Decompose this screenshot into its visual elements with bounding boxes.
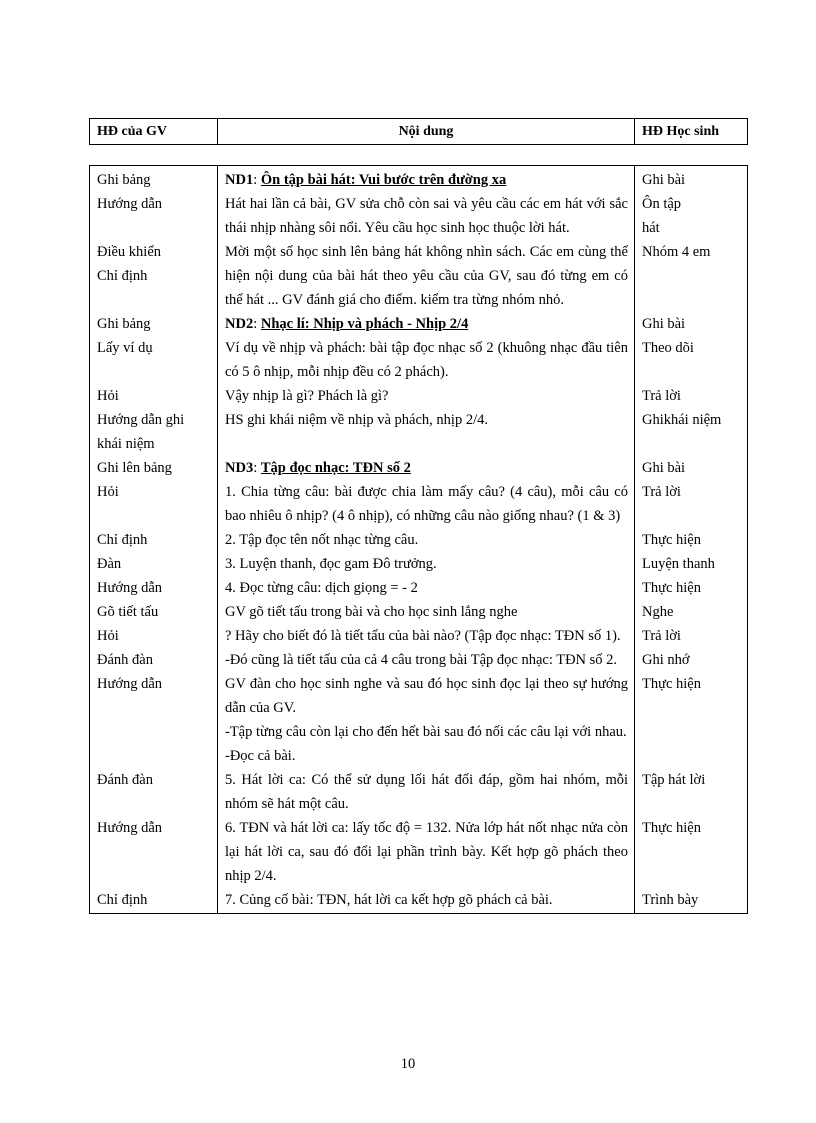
gv-activity-cell — [90, 648, 218, 672]
table-row — [90, 888, 748, 914]
hs-activity: Thực hiện — [642, 820, 701, 836]
hs-activity: Nghe — [642, 604, 674, 620]
section-title: Nhạc lí: Nhịp và phách - Nhịp 2/4 — [260, 316, 469, 332]
section-label: ND2 — [225, 316, 254, 332]
content-paragraph: GV gõ tiết tấu trong bài và cho học sinh lắng nghe — [225, 604, 518, 620]
gv-activity: Hỏi — [97, 628, 119, 644]
gv-activity: Hỏi — [97, 388, 119, 404]
gv-activity-cell — [90, 456, 218, 480]
table-row — [90, 192, 748, 240]
hs-activity: Trả lời — [642, 628, 681, 644]
page-number: 10 — [400, 1056, 416, 1072]
hs-activity-cell — [635, 312, 748, 336]
hs-activity: Trả lời — [642, 484, 681, 500]
hs-activity-cell — [635, 816, 748, 888]
hs-activity-cell — [635, 576, 748, 600]
header-content: Nội dung — [218, 119, 635, 145]
hs-activity-cell — [635, 240, 748, 312]
gv-activity: Đàn — [97, 556, 122, 572]
gv-activity-cell — [90, 312, 218, 336]
hs-activity-cell — [635, 624, 748, 648]
table-row — [90, 528, 748, 552]
table-row — [90, 600, 748, 624]
content-cell — [218, 768, 635, 816]
table-row — [90, 456, 748, 480]
table-row — [90, 816, 748, 888]
gv-activity: Đánh đàn — [97, 652, 153, 668]
header-hs: HĐ Học sinh — [635, 119, 748, 145]
hs-activity-cell — [635, 166, 748, 193]
content-cell — [218, 336, 635, 384]
hs-activity: Ghikhái niệm — [642, 412, 722, 428]
content-cell — [218, 888, 635, 914]
content-cell — [218, 528, 635, 552]
table-row — [90, 648, 748, 672]
gv-activity-cell — [90, 192, 218, 240]
hs-activity: Thực hiện — [642, 532, 701, 548]
gv-activity: Ghi bảng — [97, 316, 151, 332]
gv-activity: Chỉ định — [97, 892, 148, 908]
hs-activity-cell — [635, 336, 748, 384]
gv-activity-cell — [90, 528, 218, 552]
section-separator: : — [253, 172, 261, 188]
table-row — [90, 480, 748, 528]
content-paragraph: ? Hãy cho biết đó là tiết tấu của bài nào? (Tập đọc nhạc: TĐN số 1). — [225, 628, 621, 644]
hs-activity-cell — [635, 408, 748, 456]
content-paragraph: 4. Đọc từng câu: dịch giọng = - 2 — [225, 580, 418, 596]
gv-activity: Hướng dẫn ghi khái niệm — [97, 412, 185, 452]
gv-activity-cell — [90, 624, 218, 648]
gv-activity: Lấy ví dụ — [97, 340, 153, 356]
hs-activity-cell — [635, 600, 748, 624]
hs-activity: Ghi nhớ — [642, 652, 690, 668]
table-row — [90, 672, 748, 768]
table-row — [90, 240, 748, 312]
gv-activity-cell — [90, 600, 218, 624]
content-paragraph: GV đàn cho học sinh nghe và sau đó học sinh đọc lại theo sự hướng dẫn của GV. — [225, 676, 628, 716]
hs-activity: Thực hiện — [642, 676, 701, 692]
header-gv: HĐ của GV — [90, 119, 218, 145]
hs-activity-cell — [635, 384, 748, 408]
content-paragraph: 1. Chia từng câu: bài được chia làm mấy câu? (4 câu), mỗi câu có bao nhiêu ô nhịp? (4 ô nhịp), có những câu nào giống nhau? (1 & 3) — [225, 484, 628, 524]
content-cell — [218, 648, 635, 672]
hs-activity: hát — [642, 220, 660, 236]
table-row — [90, 166, 748, 193]
content-paragraph: 7. Củng cố bài: TĐN, hát lời ca kết hợp gõ phách cả bài. — [225, 892, 553, 908]
content-cell — [218, 576, 635, 600]
gv-activity-cell — [90, 672, 218, 768]
hs-activity-cell — [635, 552, 748, 576]
content-cell — [218, 408, 635, 456]
section-title: Tập đọc nhạc: TĐN số 2 — [260, 460, 411, 476]
content-cell — [218, 192, 635, 240]
gv-activity-cell — [90, 480, 218, 528]
table-row — [90, 336, 748, 384]
content-paragraph: Hát hai lần cả bài, GV sửa chỗ còn sai và yêu cầu các em hát với sắc thái nhịp nhàng sôi nổi. Yêu cầu học sinh học thuộc lời hát. — [225, 196, 628, 236]
gv-activity-cell — [90, 166, 218, 193]
content-cell — [218, 552, 635, 576]
hs-activity: Ghi bài — [642, 316, 686, 332]
header-row — [90, 119, 748, 145]
lesson-table — [89, 165, 748, 914]
table-row — [90, 384, 748, 408]
hs-activity: Thực hiện — [642, 580, 701, 596]
table-row — [90, 552, 748, 576]
gv-activity: Hướng dẫn — [97, 196, 163, 212]
content-paragraph: HS ghi khái niệm về nhịp và phách, nhịp 2/4. — [225, 412, 488, 428]
section-separator: : — [253, 316, 261, 332]
gv-activity: Hỏi — [97, 484, 119, 500]
gv-activity: Đánh đàn — [97, 772, 153, 788]
gv-activity-cell — [90, 408, 218, 456]
content-cell — [218, 480, 635, 528]
hs-activity: Tập hát lời — [642, 772, 706, 788]
content-cell — [218, 816, 635, 888]
gv-activity-cell — [90, 552, 218, 576]
hs-activity-cell — [635, 192, 748, 240]
table-row — [90, 576, 748, 600]
table-row — [90, 312, 748, 336]
section-label: ND3 — [225, 460, 254, 476]
table-row — [90, 408, 748, 456]
gv-activity-cell — [90, 816, 218, 888]
hs-activity: Ghi bài — [642, 172, 686, 188]
table-row — [90, 768, 748, 816]
hs-activity-cell — [635, 888, 748, 914]
hs-activity: Ghi bài — [642, 460, 686, 476]
hs-activity: Ôn tập — [642, 196, 682, 212]
gv-activity: Hướng dẫn — [97, 676, 163, 692]
hs-activity: Nhóm 4 em — [642, 244, 711, 260]
gv-activity: Điều khiển — [97, 244, 162, 260]
content-paragraph: 6. TĐN và hát lời ca: lấy tốc độ = 132. Nửa lớp hát nốt nhạc nửa còn lại hát lời ca, sau đó đổi lại phần trình bày. Kết hợp gõ phách theo nhịp 2/4. — [225, 820, 628, 884]
content-cell — [218, 166, 635, 193]
content-paragraph: -Đó cũng là tiết tấu của cả 4 câu trong bài Tập đọc nhạc: TĐN số 2. — [225, 652, 618, 668]
gv-activity-cell — [90, 888, 218, 914]
content-paragraph: Vậy nhịp là gì? Phách là gì? — [225, 388, 389, 404]
gv-activity: Chỉ định — [97, 532, 148, 548]
hs-activity-cell — [635, 672, 748, 768]
gv-activity: Chỉ định — [97, 268, 148, 284]
header-table — [89, 118, 748, 145]
hs-activity-cell — [635, 480, 748, 528]
table-row — [90, 624, 748, 648]
content-paragraph: 2. Tập đọc tên nốt nhạc từng câu. — [225, 532, 419, 548]
content-cell — [218, 600, 635, 624]
hs-activity-cell — [635, 648, 748, 672]
gv-activity-cell — [90, 768, 218, 816]
hs-activity: Luyện thanh — [642, 556, 715, 572]
gv-activity: Ghi bảng — [97, 172, 151, 188]
gv-activity: Hướng dẫn — [97, 820, 163, 836]
content-cell — [218, 312, 635, 336]
gv-activity: Hướng dẫn — [97, 580, 163, 596]
content-cell — [218, 384, 635, 408]
gv-activity-cell — [90, 576, 218, 600]
gv-activity-cell — [90, 240, 218, 312]
content-cell — [218, 672, 635, 768]
hs-activity: Theo dõi — [642, 340, 694, 356]
hs-activity-cell — [635, 528, 748, 552]
content-cell — [218, 456, 635, 480]
content-paragraph: Ví dụ về nhịp và phách: bài tập đọc nhạc số 2 (khuông nhạc đầu tiên có 5 ô nhịp, mỗi nhịp đều có 2 phách). — [225, 340, 628, 380]
hs-activity-cell — [635, 456, 748, 480]
lesson-body — [90, 166, 748, 914]
section-title: Ôn tập bài hát: Vui bước trên đường xa — [260, 172, 507, 188]
content-paragraph: Mời một số học sinh lên bảng hát không nhìn sách. Các em cùng thể hiện nội dung của bài hát theo yêu cầu của GV, sau đó từng em có thể hát ... GV đánh giá cho điểm. kiểm tra từng nhóm nhỏ. — [225, 244, 628, 308]
gv-activity: Ghi lên bảng — [97, 460, 172, 476]
content-paragraph: 5. Hát lời ca: Có thể sử dụng lối hát đối đáp, gồm hai nhóm, mỗi nhóm sẽ hát một câu. — [225, 772, 628, 812]
content-paragraph: -Tập từng câu còn lại cho đến hết bài sau đó nối các câu lại với nhau. — [225, 724, 627, 740]
gv-activity: Gõ tiết tấu — [97, 604, 159, 620]
content-cell — [218, 240, 635, 312]
hs-activity-cell — [635, 768, 748, 816]
content-cell — [218, 624, 635, 648]
hs-activity: Trình bày — [642, 892, 699, 908]
content-paragraph: 3. Luyện thanh, đọc gam Đô trưởng. — [225, 556, 437, 572]
section-separator: : — [253, 460, 261, 476]
section-label: ND1 — [225, 172, 254, 188]
content-paragraph: -Đọc cả bài. — [225, 748, 296, 764]
gv-activity-cell — [90, 336, 218, 384]
hs-activity: Trả lời — [642, 388, 681, 404]
gv-activity-cell — [90, 384, 218, 408]
